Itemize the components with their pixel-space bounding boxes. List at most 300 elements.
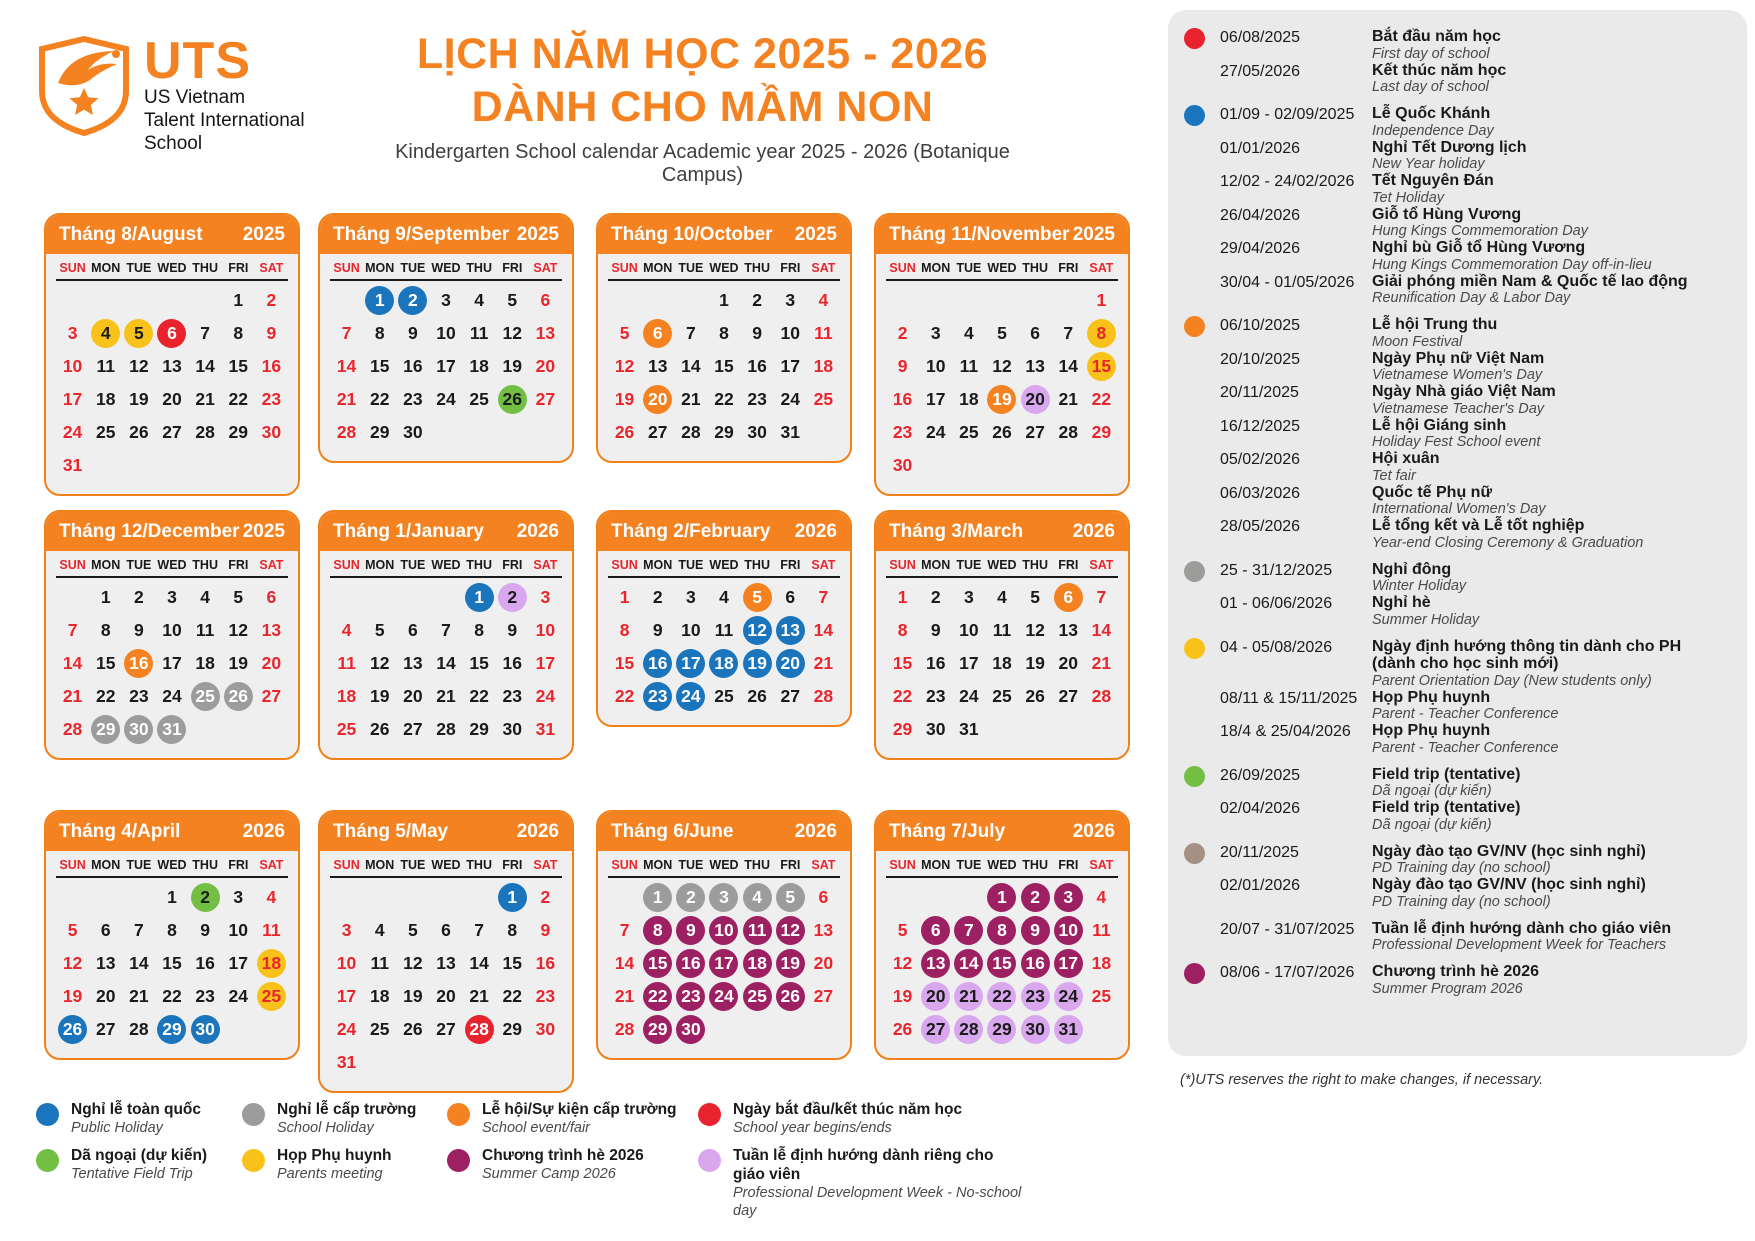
empty-day-cell [155, 449, 188, 482]
calendar-february-2026 [596, 510, 852, 727]
day-cell [1085, 350, 1118, 383]
event-title: Nghỉ Tết Dương lịch [1372, 138, 1527, 156]
day-cell: 24 [959, 686, 979, 706]
subtitle: Kindergarten School calendar Academic year 2025 - 2026 (Botanique Campus) [395, 141, 1010, 186]
week-row [608, 647, 840, 680]
event-date: 28/05/2026 [1220, 518, 1301, 535]
event-date: 06/08/2025 [1220, 29, 1301, 46]
day-cell: 4 [266, 887, 277, 907]
day-highlight-maroon: 17 [1054, 949, 1083, 978]
day-cell [774, 614, 807, 647]
month-header [598, 215, 850, 254]
event-subtitle: Tet fair [1372, 467, 1416, 484]
day-cell: 19 [403, 986, 423, 1006]
week-row [608, 581, 840, 614]
event-subtitle: Vietnamese Women's Day [1372, 367, 1543, 383]
day-highlight-gray: 30 [124, 715, 153, 744]
event-item [1184, 963, 1731, 997]
weekday-label: FRI [502, 261, 523, 275]
day-cell: 31 [959, 719, 979, 739]
day-highlight-blue: 24 [676, 682, 705, 711]
calendar-july-2026 [874, 810, 1130, 1060]
day-highlight-orange: 20 [643, 385, 672, 414]
logo-school-line: School [144, 133, 203, 154]
day-cell: 31 [336, 1052, 357, 1072]
event-date: 27/05/2026 [1220, 62, 1301, 80]
day-cell [1019, 881, 1052, 914]
event-subtitle: Hung Kings Commemoration Day [1372, 223, 1588, 239]
week-row [56, 680, 288, 713]
day-cell [952, 1013, 985, 1046]
day-cell: 25 [1091, 986, 1112, 1006]
empty-day-cell [56, 881, 89, 914]
weekday-label: TUE [400, 558, 426, 572]
event-date: 29/04/2026 [1220, 240, 1301, 257]
day-cell: 14 [469, 953, 489, 973]
day-highlight-lilac: 22 [987, 982, 1016, 1011]
day-cell: 16 [747, 356, 767, 376]
weekday-label: FRI [1058, 858, 1079, 872]
day-cell: 25 [369, 1019, 390, 1039]
week-row [330, 1046, 562, 1079]
day-cell: 5 [374, 620, 385, 640]
event-date: 20/10/2025 [1220, 350, 1301, 368]
day-cell [952, 980, 985, 1013]
weekday-row [330, 858, 562, 878]
day-cell [641, 980, 674, 1013]
day-cell: 6 [1030, 323, 1040, 343]
empty-day-cell [429, 416, 462, 449]
event-title: Ngày Nhà giáo Việt Nam [1372, 383, 1556, 400]
day-highlight-lilac: 28 [954, 1015, 983, 1044]
week-row [56, 317, 288, 350]
day-cell: 4 [997, 587, 1007, 607]
day-cell: 23 [195, 986, 215, 1006]
day-cell: 6 [818, 887, 829, 907]
empty-day-cell [985, 284, 1018, 317]
day-cell [1052, 1013, 1085, 1046]
day-cell: 25 [469, 389, 489, 409]
day-cell: 11 [337, 653, 356, 673]
day-cell: 6 [540, 290, 551, 310]
month-name: Tháng 10/October [611, 224, 773, 245]
day-cell: 1 [719, 290, 729, 310]
weekday-label: WED [987, 558, 1017, 572]
day-highlight-blue: 20 [776, 649, 805, 678]
day-highlight-maroon: 9 [676, 916, 705, 945]
event-subtitle: Reunification Day & Labor Day [1372, 290, 1571, 306]
empty-day-cell [155, 284, 188, 317]
day-highlight-blue: 12 [743, 616, 772, 645]
day-cell: 11 [262, 920, 281, 940]
weekday-label: WED [431, 261, 461, 275]
day-cell [1085, 317, 1118, 350]
weekday-label: SAT [259, 558, 284, 572]
day-highlight-blue: 16 [643, 649, 672, 678]
day-cell: 26 [747, 686, 767, 706]
legend-item [447, 1100, 677, 1137]
day-cell [985, 881, 1018, 914]
day-highlight-gray: 26 [224, 682, 253, 711]
week-row [608, 914, 840, 947]
day-cell [774, 914, 807, 947]
day-cell: 17 [959, 653, 979, 673]
day-highlight-gray: 31 [157, 715, 186, 744]
empty-day-cell [255, 713, 288, 746]
footnote: (*)UTS reserves the right to make changes, if necessary. [1180, 1072, 1544, 1088]
week-row [330, 383, 562, 416]
legend-title: Lễ hội/Sự kiện cấp trường [482, 1101, 677, 1118]
day-cell [952, 914, 985, 947]
weekday-label: SUN [59, 261, 86, 275]
day-cell: 24 [925, 422, 946, 442]
day-cell: 13 [1025, 356, 1045, 376]
legend-title: Ngày bắt đầu/kết thúc năm học [733, 1101, 963, 1118]
weekday-label: SUN [889, 558, 916, 572]
day-highlight-lilac: 31 [1054, 1015, 1083, 1044]
month-year: 2026 [794, 821, 837, 842]
empty-day-cell [122, 881, 155, 914]
day-cell: 4 [341, 620, 352, 640]
event-title: Field trip (tentative) [1372, 799, 1521, 816]
event-title: Lễ hội Giáng sinh [1372, 416, 1507, 434]
day-cell: 21 [681, 389, 701, 409]
event-date: 20/11/2025 [1220, 843, 1299, 861]
weekday-label: SAT [533, 261, 558, 275]
weekday-label: WED [709, 558, 739, 572]
event-item [1184, 316, 1731, 350]
event-item [1184, 273, 1731, 307]
day-cell: 27 [162, 422, 182, 442]
legend-item [242, 1100, 437, 1137]
yellow-dot-icon [1184, 638, 1205, 659]
event-date: 12/02 - 24/02/2026 [1220, 173, 1355, 190]
event-item [1184, 799, 1731, 833]
day-cell [1052, 914, 1085, 947]
legend-item [36, 1146, 231, 1183]
legend-item [242, 1146, 437, 1183]
day-cell: 7 [685, 323, 696, 343]
day-cell: 7 [341, 323, 352, 343]
event-subtitle: Professional Development Week for Teachers [1372, 937, 1667, 953]
empty-day-cell [363, 1046, 396, 1079]
day-highlight-maroon: 19 [776, 949, 805, 978]
day-cell: 10 [535, 620, 556, 640]
event-date: 06/10/2025 [1220, 317, 1301, 334]
day-cell: 3 [67, 323, 78, 343]
event-title: Bắt đầu năm học [1372, 28, 1501, 45]
day-highlight-maroon: 17 [709, 949, 738, 978]
day-cell [707, 914, 740, 947]
month-header [46, 512, 298, 551]
day-cell: 27 [647, 422, 668, 442]
day-cell [707, 980, 740, 1013]
day-cell: 11 [992, 620, 1012, 640]
day-highlight-maroon: 22 [643, 982, 672, 1011]
month-days [320, 254, 572, 461]
blue-dot-icon [36, 1103, 59, 1126]
day-cell: 14 [681, 356, 701, 376]
event-item [1184, 766, 1731, 800]
empty-day-cell [1085, 1013, 1118, 1046]
event-title: Giải phóng miền Nam & Quốc tế lao động [1372, 272, 1688, 290]
day-highlight-gray: 29 [91, 715, 120, 744]
weekday-label: THU [1022, 558, 1048, 572]
legend-subtitle: Public Holiday [71, 1120, 163, 1136]
week-row [886, 284, 1118, 317]
day-cell [1019, 1013, 1052, 1046]
event-subtitle: New Year holiday [1372, 156, 1485, 172]
empty-day-cell [122, 449, 155, 482]
day-cell: 19 [614, 389, 635, 409]
day-cell: 2 [540, 887, 551, 907]
event-date: 26/04/2026 [1220, 206, 1301, 224]
weekday-row [330, 558, 562, 578]
day-cell: 8 [719, 323, 729, 343]
weekday-label: TUE [400, 261, 426, 275]
day-cell: 23 [403, 389, 423, 409]
event-title: Ngày Phụ nữ Việt Nam [1372, 349, 1545, 367]
day-cell: 4 [374, 920, 385, 940]
event-subtitle: Parent - Teacher Conference [1372, 706, 1559, 722]
legend-item [698, 1146, 1028, 1220]
weekday-label: MON [921, 558, 951, 572]
day-highlight-maroon: 10 [1054, 916, 1083, 945]
day-cell: 8 [619, 620, 630, 640]
weekday-label: SAT [1089, 261, 1114, 275]
day-cell: 22 [228, 389, 248, 409]
day-cell [985, 383, 1018, 416]
day-cell: 2 [752, 290, 762, 310]
day-cell: 15 [614, 653, 635, 673]
empty-day-cell [89, 284, 122, 317]
day-cell: 10 [959, 620, 979, 640]
day-cell: 15 [502, 953, 522, 973]
empty-day-cell [952, 284, 985, 317]
logo-school-line: Talent International [144, 110, 305, 131]
day-highlight-gray: 2 [676, 883, 705, 912]
weekday-label: THU [1022, 858, 1048, 872]
event-title: Tuần lễ định hướng dành cho giáo viên [1372, 919, 1672, 937]
blue-dot-icon [1184, 105, 1205, 126]
day-cell: 21 [469, 986, 489, 1006]
day-cell: 24 [228, 986, 248, 1006]
weekday-label: WED [987, 261, 1017, 275]
day-highlight-lilac: 20 [921, 982, 950, 1011]
day-cell: 5 [619, 323, 630, 343]
day-cell: 11 [1092, 920, 1111, 940]
legend-title: Họp Phụ huynh [277, 1147, 392, 1164]
day-highlight-blue: 29 [157, 1015, 186, 1044]
day-highlight-maroon: 10 [709, 916, 738, 945]
day-cell: 13 [813, 920, 834, 940]
day-cell: 8 [167, 920, 177, 940]
event-subtitle: Parent - Teacher Conference [1372, 739, 1559, 756]
weekday-label: THU [192, 261, 218, 275]
day-cell: 9 [930, 620, 941, 640]
day-cell: 25 [813, 389, 834, 409]
month-days [320, 551, 572, 758]
day-cell: 19 [892, 986, 913, 1006]
day-cell: 13 [261, 620, 282, 640]
day-cell: 19 [228, 653, 248, 673]
month-name: Tháng 1/January [333, 521, 484, 542]
day-cell: 7 [1063, 323, 1074, 343]
day-cell: 29 [369, 422, 390, 442]
month-header [46, 812, 298, 851]
day-cell: 27 [780, 686, 800, 706]
weekday-label: SAT [1089, 858, 1114, 872]
week-row [608, 881, 840, 914]
event-subtitle: PD Training day (no school) [1372, 860, 1551, 876]
day-cell [1019, 980, 1052, 1013]
empty-day-cell [429, 881, 462, 914]
day-cell: 27 [436, 1019, 456, 1039]
day-cell [1019, 947, 1052, 980]
empty-day-cell [122, 284, 155, 317]
day-highlight-maroon: 14 [954, 949, 983, 978]
day-cell: 23 [535, 986, 556, 1006]
day-cell: 30 [261, 422, 282, 442]
month-name: Tháng 8/August [59, 224, 203, 245]
day-cell [952, 947, 985, 980]
event-title: Field trip (tentative) [1372, 765, 1521, 783]
event-date: 04 - 05/08/2026 [1220, 638, 1333, 656]
weekday-label: SUN [611, 261, 638, 275]
day-highlight-lilac: 20 [1021, 385, 1050, 414]
weekday-label: SAT [811, 558, 836, 572]
event-date: 01/01/2026 [1220, 139, 1301, 157]
weekday-label: THU [744, 558, 770, 572]
empty-day-cell [189, 284, 222, 317]
empty-day-cell [886, 284, 919, 317]
legend-item [447, 1146, 677, 1183]
weekday-label: FRI [780, 261, 801, 275]
day-cell: 23 [747, 389, 767, 409]
day-cell: 21 [436, 686, 456, 706]
day-cell: 26 [129, 422, 149, 442]
day-cell: 8 [374, 323, 385, 343]
logo-acronym: UTS [144, 32, 251, 90]
month-name: Tháng 11/November [889, 224, 1070, 245]
day-cell: 30 [535, 1019, 556, 1039]
day-cell: 9 [540, 920, 551, 940]
day-cell: 4 [719, 587, 729, 607]
week-row [56, 713, 288, 746]
day-cell: 8 [100, 620, 111, 640]
legend-title: Tuần lễ định hướng dành riêng cho giáo viên [733, 1147, 994, 1183]
day-cell: 20 [403, 686, 423, 706]
day-cell: 30 [403, 422, 423, 442]
weekday-label: WED [431, 558, 461, 572]
day-cell: 16 [195, 953, 215, 973]
day-highlight-yellow: 4 [91, 319, 120, 348]
calendar-april-2026 [44, 810, 300, 1060]
weekday-label: THU [466, 261, 492, 275]
day-cell: 21 [1058, 389, 1078, 409]
day-highlight-yellow: 15 [1087, 352, 1116, 381]
day-cell: 18 [336, 686, 357, 706]
day-cell: 11 [469, 323, 489, 343]
event-subtitle: Independence Day [1372, 122, 1494, 139]
weekday-label: SUN [333, 558, 360, 572]
day-highlight-maroon: 6 [921, 916, 950, 945]
logo-school-line: US Vietnam [144, 87, 246, 108]
day-cell: 17 [535, 653, 556, 673]
day-cell: 9 [897, 356, 908, 376]
day-highlight-maroon: 7 [954, 916, 983, 945]
day-cell: 9 [200, 920, 210, 940]
weekday-label: SUN [889, 261, 916, 275]
day-cell: 15 [228, 356, 248, 376]
weekday-label: SAT [811, 261, 836, 275]
weekday-label: FRI [228, 858, 249, 872]
day-highlight-maroon: 23 [676, 982, 705, 1011]
day-cell: 28 [129, 1019, 149, 1039]
event-date: 26/09/2025 [1220, 766, 1301, 784]
event-list [1184, 28, 1731, 997]
legend-subtitle: School Holiday [277, 1120, 374, 1136]
month-year: 2025 [794, 224, 837, 245]
month-year: 2025 [1072, 224, 1115, 245]
day-cell [641, 947, 674, 980]
month-days [46, 851, 298, 1058]
maroon-dot-icon [1184, 963, 1205, 984]
day-highlight-yellow: 5 [124, 319, 153, 348]
weekday-label: TUE [678, 261, 704, 275]
empty-day-cell [363, 881, 396, 914]
day-cell: 7 [67, 620, 78, 640]
legend-subtitle: School year begins/ends [733, 1120, 892, 1136]
day-highlight-lilac: 24 [1054, 982, 1083, 1011]
day-highlight-gray: 1 [643, 883, 672, 912]
day-cell [122, 713, 155, 746]
day-cell: 25 [336, 719, 357, 739]
month-year: 2025 [516, 224, 559, 245]
event-subtitle: Holiday Fest School event [1372, 434, 1541, 450]
day-cell: 1 [1096, 290, 1107, 310]
event-date: 30/04 - 01/05/2026 [1220, 273, 1355, 291]
day-cell: 20 [813, 953, 834, 973]
event-title: Quốc tế Phụ nữ [1372, 483, 1493, 501]
weekday-label: THU [192, 858, 218, 872]
day-cell: 21 [614, 986, 635, 1006]
week-row [56, 581, 288, 614]
week-row [56, 1013, 288, 1046]
day-cell: 20 [1058, 653, 1078, 673]
day-cell: 9 [407, 323, 418, 343]
empty-day-cell [463, 881, 496, 914]
event-item [1184, 561, 1731, 595]
empty-day-cell [222, 713, 255, 746]
week-row [608, 416, 840, 449]
day-cell [774, 947, 807, 980]
week-row [608, 680, 840, 713]
day-cell: 4 [963, 323, 974, 343]
event-item [1184, 28, 1731, 62]
day-cell: 6 [441, 920, 451, 940]
week-row [608, 284, 840, 317]
weekday-label: THU [466, 858, 492, 872]
week-row [56, 647, 288, 680]
event-item [1184, 62, 1731, 96]
event-subtitle: Tet Holiday [1372, 189, 1445, 206]
day-cell [985, 947, 1018, 980]
month-days [876, 254, 1128, 494]
day-cell: 16 [535, 953, 556, 973]
month-name: Tháng 9/September [333, 224, 510, 245]
day-cell: 17 [228, 953, 248, 973]
